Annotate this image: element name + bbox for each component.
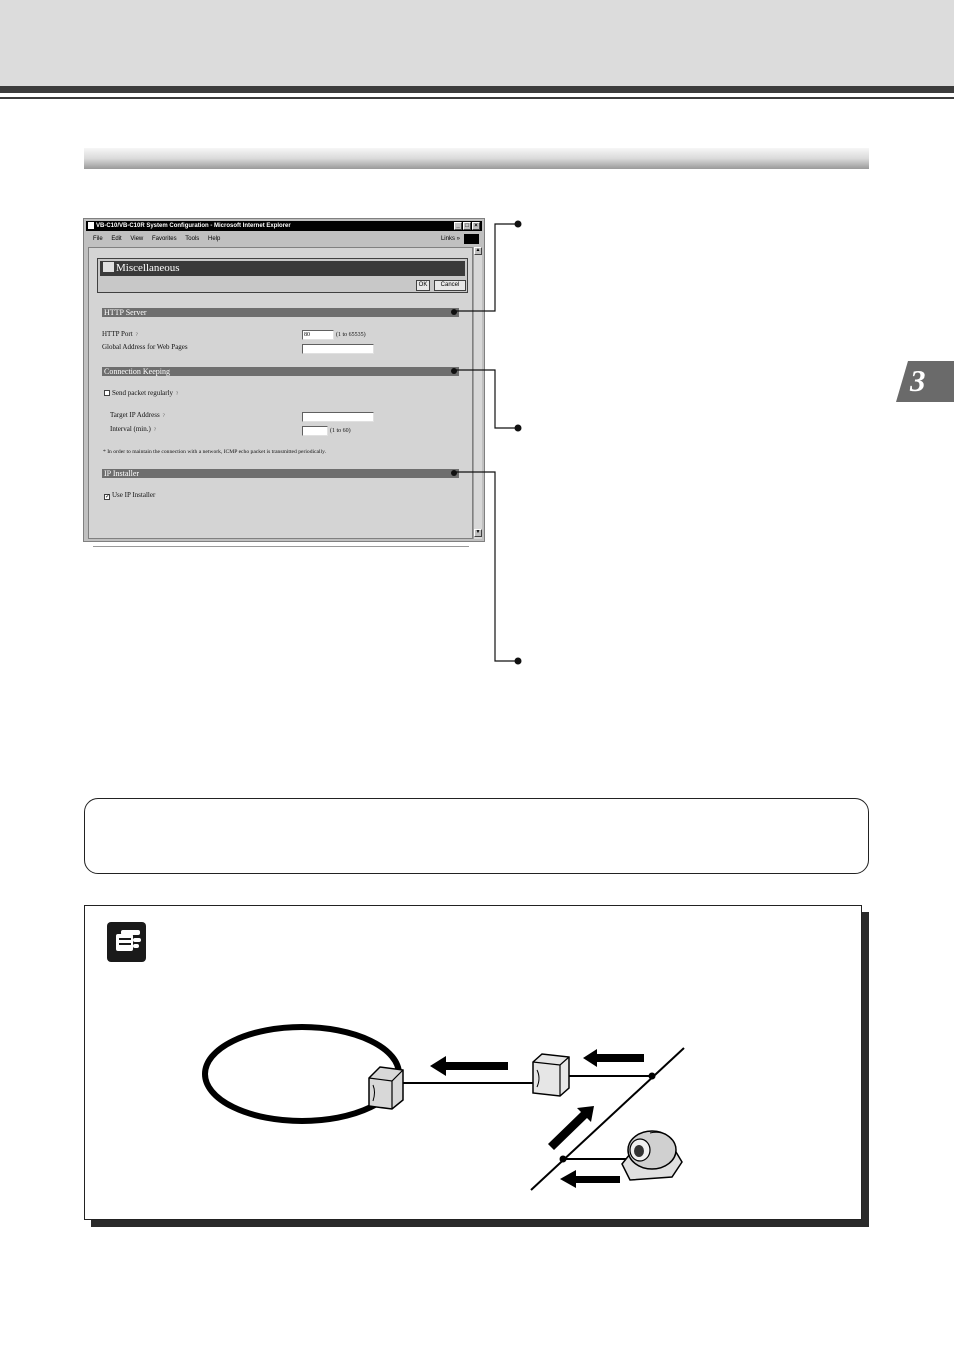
arrow-up-right [548, 1106, 594, 1150]
menu-view[interactable]: View [130, 236, 144, 242]
chapter-number: 3 [910, 363, 926, 398]
global-address-label: Global Address for Web Pages [102, 343, 188, 351]
links-chevron: » [456, 236, 460, 242]
help-icon[interactable]: ? [153, 428, 157, 433]
network-ring [205, 1027, 399, 1121]
scroll-down-button[interactable]: ▼ [475, 530, 481, 535]
http-server-heading-text: HTTP Server [104, 308, 147, 317]
send-packet-label: Send packet regularly [112, 389, 174, 397]
http-port-hint: (1 to 65535) [336, 332, 366, 338]
help-icon[interactable]: ? [162, 414, 165, 419]
use-ip-installer-checkbox[interactable]: ✓ [105, 494, 111, 500]
arrow-left [430, 1056, 508, 1076]
menu-tools[interactable]: Tools [185, 236, 200, 242]
router-icon [369, 1067, 403, 1109]
cancel-button[interactable]: Cancel [434, 280, 466, 291]
close-button[interactable]: × [472, 222, 480, 230]
menu-file[interactable]: File [93, 236, 103, 242]
browser-title: VB-C10/VB-C10R System Configuration - Microsoft Internet Explorer [96, 223, 291, 229]
maximize-button[interactable]: □ [463, 222, 471, 230]
menu-favorites[interactable]: Favorites [151, 236, 177, 242]
arrow-left [560, 1170, 620, 1188]
router-icon [533, 1054, 569, 1096]
ip-installer-heading-text: IP Installer [104, 469, 140, 478]
target-ip-label-text: Target IP Address [110, 411, 160, 419]
junction-dot [649, 1073, 656, 1080]
ok-button[interactable]: OK [416, 280, 430, 291]
arrow-left [583, 1049, 644, 1067]
use-ip-installer-label: Use IP Installer [112, 491, 156, 499]
network-camera-icon [622, 1131, 682, 1180]
http-port-label-text: HTTP Port [102, 330, 133, 338]
connection-keeping-heading-text: Connection Keeping [104, 367, 170, 376]
menu-help[interactable]: Help [207, 236, 221, 242]
scroll-up-button[interactable]: ▲ [475, 248, 481, 253]
http-port-input[interactable]: 80 [302, 330, 334, 340]
junction-dot [560, 1156, 567, 1163]
minimize-button[interactable]: _ [454, 222, 462, 230]
interval-label-text: Interval (min.) [110, 425, 151, 433]
interval-hint: (1 to 60) [330, 428, 351, 434]
panel-title: Miscellaneous [116, 262, 180, 274]
menu-edit[interactable]: Edit [111, 236, 122, 242]
links-label: Links [440, 236, 455, 242]
help-icon[interactable]: ? [176, 392, 179, 397]
connection-note: * In order to maintain the connection with a network, ICMP echo packet is transmitted periodically. [103, 449, 326, 455]
help-icon[interactable]: ? [135, 333, 138, 338]
